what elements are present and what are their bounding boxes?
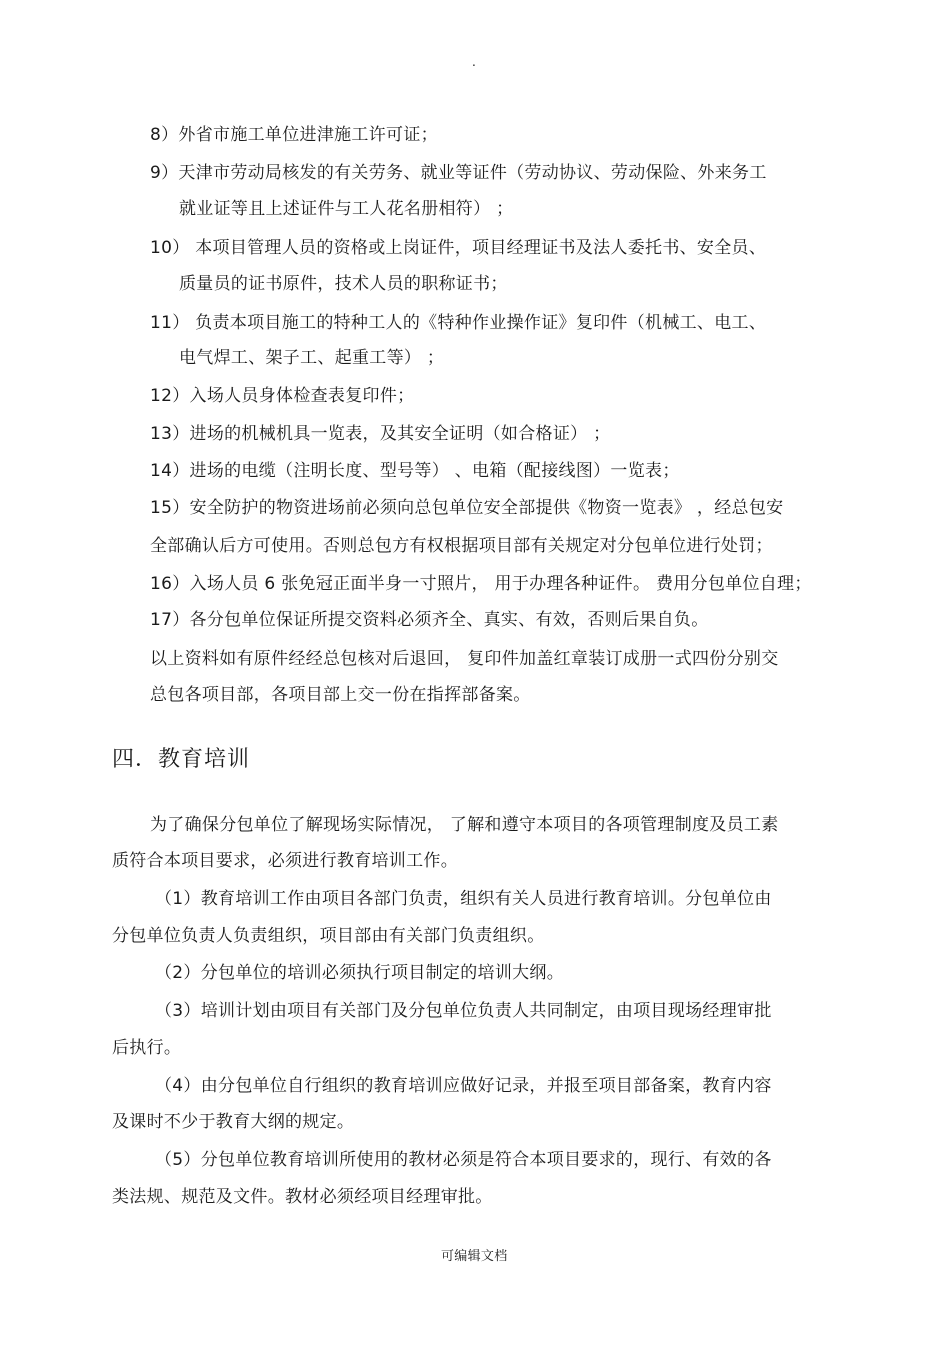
- training-item-3: （3）培训计划由项目有关部门及分包单位负责人共同制定，由项目现场经理审批: [155, 1001, 772, 1021]
- closing-paragraph: 以上资料如有原件经经总包核对后退回， 复印件加盖红章装订成册一式四份分别交: [150, 649, 779, 669]
- list-item-9: 9）天津市劳动局核发的有关劳务、就业等证件（劳动协议、劳动保险、外来务工: [150, 163, 767, 183]
- list-item-16: 16）入场人员 6 张免冠正面半身一寸照片， 用于办理各种证件。 费用分包单位自理；: [150, 574, 812, 594]
- training-item-5: （5）分包单位教育培训所使用的教材必须是符合本项目要求的，现行、有效的各: [155, 1150, 772, 1170]
- training-item-5-cont: 类法规、规范及文件。教材必须经项目经理审批。: [112, 1187, 493, 1207]
- training-item-2: （2）分包单位的培训必须执行项目制定的培训大纲。: [155, 963, 565, 983]
- header-mark: .: [472, 55, 477, 69]
- training-item-3-cont: 后执行。: [112, 1038, 182, 1058]
- closing-paragraph-cont: 总包各项目部，各项目部上交一份在指挥部备案。: [150, 685, 531, 705]
- list-item-8: 8）外省市施工单位进津施工许可证；: [150, 125, 438, 145]
- footer-label: 可编辑文档: [441, 1249, 508, 1264]
- list-item-15-cont: 全部确认后方可使用。否则总包方有权根据项目部有关规定对分包单位进行处罚；: [150, 536, 773, 556]
- training-item-4-cont: 及课时不少于教育大纲的规定。: [112, 1112, 355, 1132]
- intro-paragraph-cont: 质符合本项目要求，必须进行教育培训工作。: [112, 851, 458, 871]
- list-item-9-cont: 就业证等且上述证件与工人花名册相符） ；: [179, 199, 514, 219]
- list-item-14: 14）进场的电缆（注明长度、型号等） 、电箱（配接线图）一览表；: [150, 461, 680, 481]
- list-item-12: 12）入场人员身体检查表复印件；: [150, 386, 415, 406]
- list-item-11-cont: 电气焊工、架子工、起重工等） ；: [179, 348, 445, 368]
- section-heading: 四．教育培训: [112, 747, 251, 772]
- training-item-1-cont: 分包单位负责人负责组织，项目部由有关部门负责组织。: [112, 926, 545, 946]
- list-item-15: 15）安全防护的物资进场前必须向总包单位安全部提供《物资一览表》 ，经总包安: [150, 498, 784, 518]
- intro-paragraph: 为了确保分包单位了解现场实际情况， 了解和遵守本项目的各项管理制度及员工素: [150, 815, 779, 835]
- list-item-13: 13）进场的机械机具一览表，及其安全证明（如合格证） ；: [150, 424, 611, 444]
- list-item-10-cont: 质量员的证书原件，技术人员的职称证书；: [179, 274, 508, 294]
- list-item-11: 11） 负责本项目施工的特种工人的《特种作业操作证》复印件（机械工、电工、: [150, 313, 767, 333]
- training-item-1: （1）教育培训工作由项目各部门负责，组织有关人员进行教育培训。分包单位由: [155, 889, 772, 909]
- list-item-17: 17）各分包单位保证所提交资料必须齐全、真实、有效，否则后果自负。: [150, 610, 709, 630]
- list-item-10: 10） 本项目管理人员的资格或上岗证件，项目经理证书及法人委托书、安全员、: [150, 238, 767, 258]
- training-item-4: （4）由分包单位自行组织的教育培训应做好记录，并报至项目部备案，教育内容: [155, 1076, 772, 1096]
